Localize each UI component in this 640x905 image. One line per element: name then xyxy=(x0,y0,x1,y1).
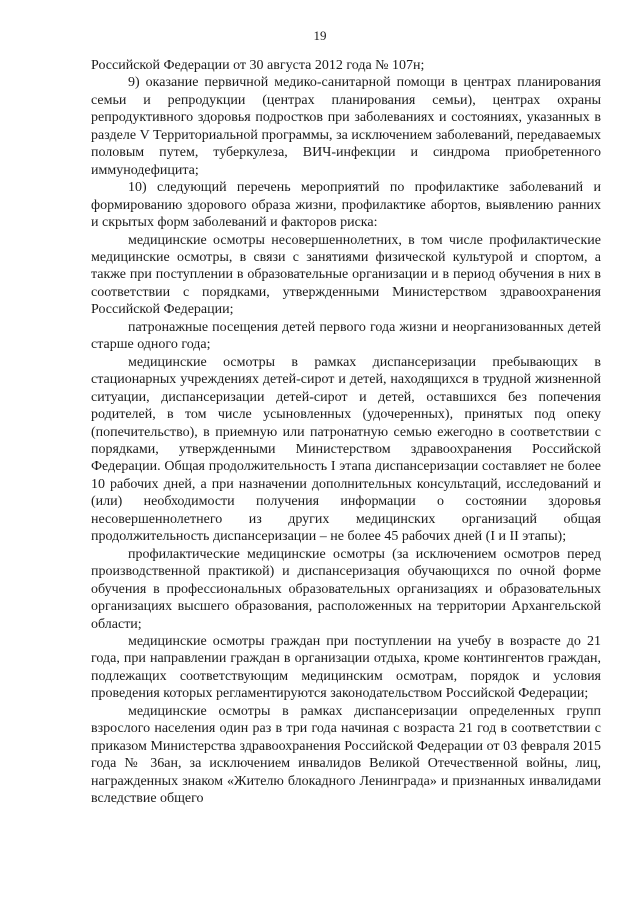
paragraph-8: медицинские осмотры граждан при поступлении на учебу в возрасте до 21 года, при направлении граждан в организации отдыха, кроме контингентов граждан, подлежащих соответствующим медицинским осмотрам, порядок и условия проведения которых регламентируются законодательством Российской Федерации; xyxy=(91,633,601,702)
paragraph-2: 9) оказание первичной медико-санитарной помощи в центрах планирования семьи и репродукции (центрах планирования семьи), центрах охраны репродуктивного здоровья подростков при заболеваниях и состояниях, указанных в разделе V Территориальной программы, за исключением заболеваний, передаваемых половым путем, туберкулеза, ВИЧ-инфекции и синдрома приобретенного иммунодефицита; xyxy=(91,75,601,178)
paragraph-6: медицинские осмотры в рамках диспансеризации пребывающих в стационарных учреждениях детей-сирот и детей, находящихся в трудной жизненной ситуации, диспансеризации детей-сирот и детей, оставшихся без попечения родителей, в том числе усыновленных (удочеренных), принятых под опеку (попечительство), в приемную или патронатную семью ежегодно в соответствии с порядками, утвержденными Министерством здравоохранения Российской Федерации. Общая продолжительность I этапа диспансеризации составляет не более 10 рабочих дней, а при назначении дополнительных консультаций, исследований и (или) необходимости получения информации о состоянии здоровья несовершеннолетнего из других медицинских организаций общая продолжительность диспансеризации – не более 45 рабочих дней (I и II этапы); xyxy=(91,354,601,545)
document-body xyxy=(91,57,601,807)
paragraph-7: профилактические медицинские осмотры (за исключением осмотров перед производственной практикой) и диспансеризация обучающихся по очной форме обучения в профессиональных образовательных организациях и образовательных организациях высшего образования, расположенных на территории Архангельской области; xyxy=(91,546,601,632)
paragraph-3: 10) следующий перечень мероприятий по профилактике заболеваний и формированию здорового образа жизни, профилактике абортов, выявлению ранних и скрытых форм заболеваний и факторов риска: xyxy=(91,180,601,231)
paragraph-1: Российской Федерации от 30 августа 2012 года № 107н; xyxy=(91,58,425,73)
page-number: 19 xyxy=(313,28,327,43)
paragraph-5: патронажные посещения детей первого года жизни и неорганизованных детей старше одного года; xyxy=(91,319,601,353)
paragraph-4: медицинские осмотры несовершеннолетних, в том числе профилактические медицинские осмотры, в связи с занятиями физической культурой и спортом, а также при поступлении в образовательные организации и в период обучения в них в соответствии с порядками, утвержденными Министерством здравоохранения Российской Федерации; xyxy=(91,232,601,318)
paragraph-9: медицинские осмотры в рамках диспансеризации определенных групп взрослого населения один раз в три года начиная с возраста 21 год в соответствии с приказом Министерства здравоохранения Российской Федерации от 03 февраля 2015 года № 36ан, за исключением инвалидов Великой Отечественной войны, лиц, награжденных знаком «Жителю блокадного Ленинграда» и признанных инвалидами вследствие общего xyxy=(91,703,601,807)
